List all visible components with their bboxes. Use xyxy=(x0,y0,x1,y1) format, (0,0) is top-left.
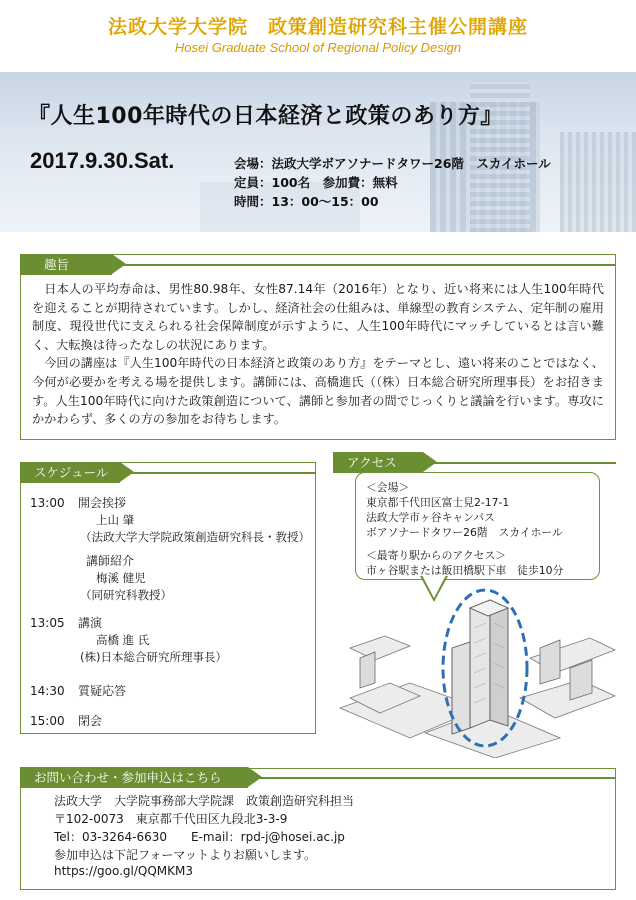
speaker-role: (株)日本総合研究所理事長） xyxy=(80,650,227,664)
speaker-role: （法政大学大学院政策創造研究科長・教授） xyxy=(80,530,310,544)
access-line: ＜最寄り駅からのアクセス＞ xyxy=(366,549,507,562)
banner-building-right xyxy=(560,132,636,232)
schedule-item-lecture xyxy=(30,614,102,631)
header-title-jp: 法政大学大学院 政策創造研究科主催公開講座 xyxy=(107,16,528,38)
event-date: 2017.9.30.Sat. xyxy=(30,148,175,173)
contact-tel-email: Tel：03-3264-6630 E-mail：rpd-j@hosei.ac.jp xyxy=(54,830,345,844)
schedule-time: 13:05 xyxy=(30,616,65,630)
schedule-title: 閉会 xyxy=(78,714,103,728)
contact-application-link[interactable]: https://goo.gl/QQMKM3 xyxy=(54,864,194,878)
schedule-title: 質疑応答 xyxy=(78,684,127,698)
access-campus: 法政大学市ヶ谷キャンパス xyxy=(366,511,495,524)
event-capacity: 定員：100名 参加費：無料 xyxy=(234,175,398,190)
header-title-en: Hosei Graduate School of Regional Policy Design xyxy=(174,40,462,55)
schedule-item-introduction xyxy=(86,552,134,569)
contact-application-note: 参加申込は下記フォーマットよりお願いします。 xyxy=(54,848,316,862)
event-title: 『人生100年時代の日本経済と政策のあり方』 xyxy=(28,104,503,129)
schedule-time: 15:00 xyxy=(30,714,65,728)
speaker-role: （同研究科教授） xyxy=(80,588,172,602)
contact-heading: お問い合わせ・参加申込はこちら xyxy=(20,767,248,788)
schedule-item-opening xyxy=(30,494,126,511)
access-room: ボアソナードタワー26階 スカイホール xyxy=(366,526,563,539)
contact-address: 〒102-0073 東京都千代田区九段北3-3-9 xyxy=(54,812,288,826)
schedule-item-closing xyxy=(30,712,102,729)
access-station: 市ヶ谷駅または飯田橋駅下車 徒歩10分 xyxy=(366,564,564,577)
access-heading: アクセス xyxy=(333,452,423,473)
speaker-name: 梅溪 健児 xyxy=(96,571,146,585)
shui-paragraph-1: 日本人の平均寿命は、男性80.98年、女性87.14年（2016年）となり、近い将来には人生100年時代を迎えることが期待されています。しかし、経済社会の仕組みは、単線型の教育システム、定年制の雇用制度、現役世代に支えられる社会保障制度が示すように、人生100年時代にマッチしているとは言い難く、大転換は待ったなしの状況にあります。 xyxy=(32,282,604,352)
shui-paragraph-2: 今回の講座は『人生100年時代の日本経済と政策のあり方』をテーマとし、遠い将来のことではなく、今何が必要かを考える場を提供します。講師には、高橋進氏（（株）日本総合研究所理事長）をお招きます。人生100年時代に向けた政策創造について、講師と参加者の間でじっくりと議論を行います。専攻にかかわらず、多くの方の参加をお待ちします。 xyxy=(32,356,604,427)
schedule-title: 講師紹介 xyxy=(86,554,135,568)
banner xyxy=(0,72,636,232)
shui-body xyxy=(32,280,604,429)
schedule-heading: スケジュール xyxy=(20,462,120,483)
access-address: 東京都千代田区富士見2-17-1 xyxy=(366,496,510,509)
campus-map-illustration xyxy=(330,588,620,758)
contact-office: 法政大学 大学院事務部大学院課 政策創造研究科担当 xyxy=(54,794,355,808)
speaker-name: 高橋 進 氏 xyxy=(96,633,150,647)
event-time: 時間：13：00～15：00 xyxy=(234,194,379,209)
schedule-item-qa xyxy=(30,682,126,699)
schedule-title: 講演 xyxy=(78,616,103,630)
schedule-title: 開会挨拶 xyxy=(78,496,127,510)
schedule-time: 13:00 xyxy=(30,496,65,510)
schedule-time: 14:30 xyxy=(30,684,65,698)
speaker-name: 上山 肇 xyxy=(96,513,135,527)
event-venue: 会場：法政大学ボアソナードタワー26階 スカイホール xyxy=(234,156,551,171)
shui-heading: 趣旨 xyxy=(20,254,112,275)
access-line: ＜会場＞ xyxy=(366,481,410,494)
